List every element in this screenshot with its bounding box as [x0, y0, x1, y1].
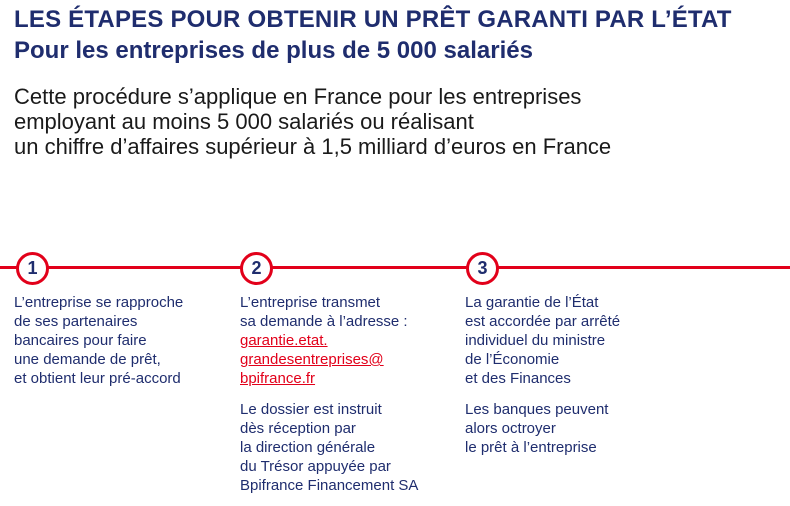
step-3-line: alors octroyer [465, 420, 556, 437]
step-1-line: une demande de prêt, [14, 351, 161, 368]
step-2-line: sa demande à l’adresse : [240, 313, 408, 330]
step-1-badge: 1 [16, 252, 49, 285]
intro-line: un chiffre d’affaires supérieur à 1,5 milliard d’euros en France [14, 134, 612, 159]
step-1-line: de ses partenaires [14, 313, 138, 330]
step-2-line: Bpifrance Financement SA [240, 477, 419, 494]
step-3-badge: 3 [466, 252, 499, 285]
step-2-line: dès réception par [240, 420, 356, 437]
page-title: LES ÉTAPES POUR OBTENIR UN PRÊT GARANTI PAR L’ÉTAT [14, 6, 732, 33]
email-link-line[interactable]: garantie.etat. [240, 332, 328, 349]
step-3-line: de l’Économie [465, 351, 560, 368]
intro-text [14, 84, 611, 159]
step-3-line: le prêt à l’entreprise [465, 439, 597, 456]
step-3-text [465, 293, 620, 457]
email-link-line[interactable]: grandesentreprises@ [240, 351, 384, 368]
step-3-paragraph-2 [465, 400, 620, 457]
step-1-line: bancaires pour faire [14, 332, 147, 349]
email-link[interactable] [240, 331, 418, 388]
email-link-line[interactable]: bpifrance.fr [240, 370, 316, 387]
page-subtitle: Pour les entreprises de plus de 5 000 salariés [14, 37, 533, 64]
step-3-line: La garantie de l’État [465, 294, 599, 311]
step-2-line: L’entreprise transmet [240, 294, 381, 311]
intro-line: employant au moins 5 000 salariés ou réalisant [14, 109, 474, 134]
intro-line: Cette procédure s’applique en France pour les entreprises [14, 84, 582, 109]
step-2-line: du Trésor appuyée par [240, 458, 391, 475]
timeline-line [0, 266, 790, 269]
step-1-line: et obtient leur pré-accord [14, 370, 181, 387]
step-2-line: Le dossier est instruit [240, 401, 382, 418]
step-3-line: Les banques peuvent [465, 401, 609, 418]
step-2-line: la direction générale [240, 439, 376, 456]
step-3-line: individuel du ministre [465, 332, 606, 349]
step-3-line: et des Finances [465, 370, 571, 387]
step-2-paragraph-2 [240, 400, 418, 495]
step-1-line: L’entreprise se rapproche [14, 294, 184, 311]
step-2-text [240, 293, 418, 495]
step-1-text [14, 293, 183, 388]
step-3-line: est accordée par arrêté [465, 313, 621, 330]
step-2-badge: 2 [240, 252, 273, 285]
